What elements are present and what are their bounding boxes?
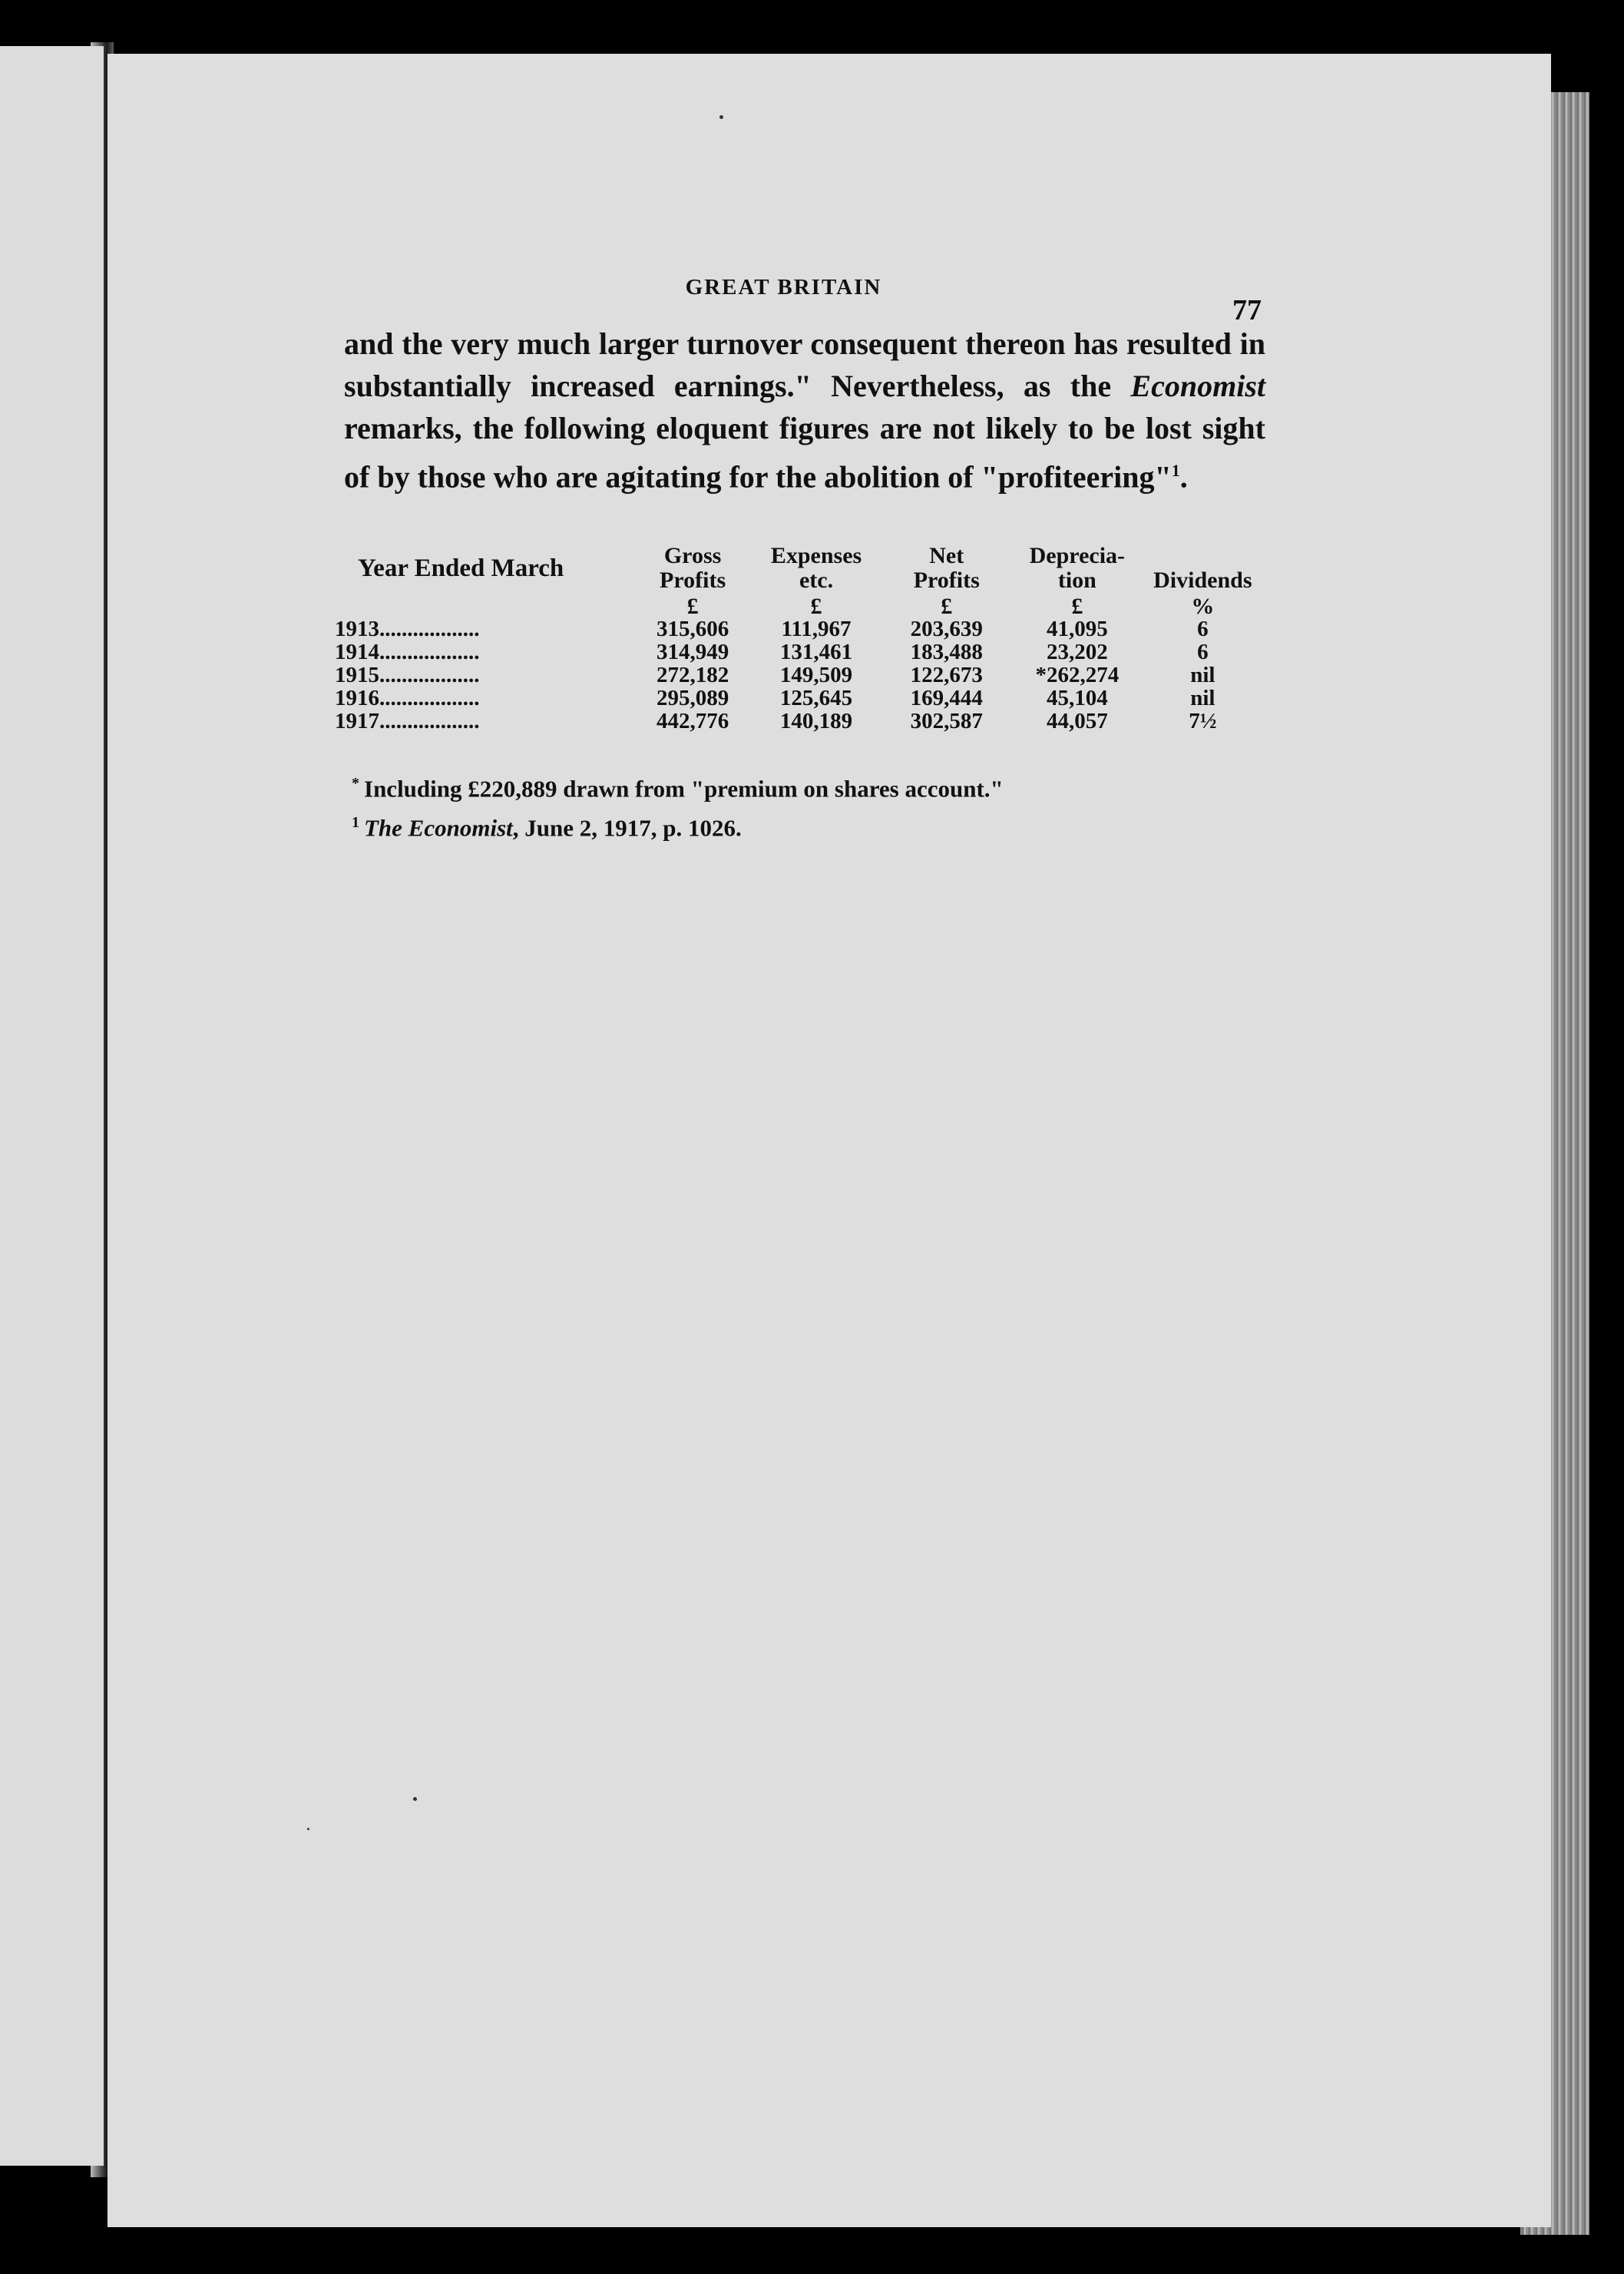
footnote-source-title: The Economist — [364, 814, 513, 842]
expenses-cell: 131,461 — [779, 640, 853, 664]
unit-cell — [335, 596, 633, 617]
dust-speck — [413, 1797, 417, 1801]
depreciation-cell: *262,274 — [1035, 663, 1120, 687]
net-cell: 203,639 — [910, 617, 983, 641]
unit-cell: £ — [686, 594, 699, 619]
table-row — [335, 640, 1264, 664]
year-cell: 1917.................. — [335, 709, 480, 733]
table-row — [335, 664, 1264, 687]
dividends-cell: 6 — [1197, 617, 1209, 641]
dividends-cell: nil — [1190, 686, 1216, 710]
header-dividends: Dividends — [1153, 568, 1252, 593]
year-cell: 1913.................. — [335, 617, 480, 641]
expenses-cell: 140,189 — [779, 709, 853, 733]
unit-cell: % — [1191, 594, 1215, 619]
body-paragraph — [344, 323, 1265, 498]
table-row — [335, 617, 1264, 640]
dust-speck — [719, 115, 723, 119]
year-cell: 1916.................. — [335, 686, 480, 710]
header-year: Year Ended March — [358, 554, 564, 582]
net-cell: 302,587 — [910, 709, 983, 733]
gross-cell: 314,949 — [656, 640, 729, 664]
unit-row — [335, 596, 1264, 617]
net-cell: 169,444 — [910, 686, 983, 710]
dust-speck — [307, 1828, 309, 1830]
header-gross: Gross Profits — [660, 543, 726, 593]
gross-cell: 295,089 — [656, 686, 729, 710]
footnote-ref: 1 — [1171, 461, 1180, 480]
left-page-edge — [0, 46, 104, 2166]
year-cell: 1914.................. — [335, 640, 480, 664]
profits-table — [335, 544, 1264, 733]
net-cell: 183,488 — [910, 640, 983, 664]
unit-cell: £ — [941, 594, 953, 619]
header-net: Net Profits — [913, 543, 980, 593]
page-number: 77 — [1232, 294, 1262, 326]
net-cell: 122,673 — [910, 663, 983, 687]
unit-cell: £ — [1071, 594, 1083, 619]
year-cell: 1915.................. — [335, 663, 480, 687]
table-row — [335, 687, 1264, 710]
expenses-cell: 149,509 — [779, 663, 853, 687]
footnote-star-mark: * — [352, 775, 359, 792]
gross-cell: 272,182 — [656, 663, 729, 687]
footnote-one: $^1$ The Economist, June 2, 1917, p. 1026. — [352, 814, 742, 842]
dividends-cell: 7½ — [1189, 709, 1217, 733]
table-row — [335, 710, 1264, 733]
expenses-cell: 111,967 — [781, 617, 852, 641]
depreciation-cell: 41,095 — [1046, 617, 1108, 641]
unit-cell: £ — [810, 594, 822, 619]
table-header-row — [335, 544, 1264, 596]
footnote-one-mark: 1 — [352, 814, 359, 832]
header-expenses: Expenses etc. — [770, 543, 862, 593]
gross-cell: 315,606 — [656, 617, 729, 641]
expenses-cell: 125,645 — [779, 686, 853, 710]
header-depreciation: Deprecia- tion — [1029, 543, 1126, 593]
depreciation-cell: 23,202 — [1046, 640, 1108, 664]
economist-emphasis: Economist — [1130, 369, 1265, 403]
footnotes — [352, 766, 1235, 846]
running-head: GREAT BRITAIN — [685, 275, 882, 300]
paragraph-text: and the very much larger turnover consequent thereon has resulted in substantially increased earnings." Nevertheless, as the Economist remarks, the following eloquent figures are not likely to be lost sight of by those who are agitating for the abolition of "profiteering"$^1$. — [344, 326, 1265, 495]
footnote-star: * Including £220,889 drawn from "premium on shares account." — [352, 775, 1004, 803]
gross-cell: 442,776 — [656, 709, 729, 733]
dividends-cell: 6 — [1197, 640, 1209, 664]
depreciation-cell: 45,104 — [1046, 686, 1108, 710]
depreciation-cell: 44,057 — [1046, 709, 1108, 733]
dividends-cell: nil — [1190, 663, 1216, 687]
